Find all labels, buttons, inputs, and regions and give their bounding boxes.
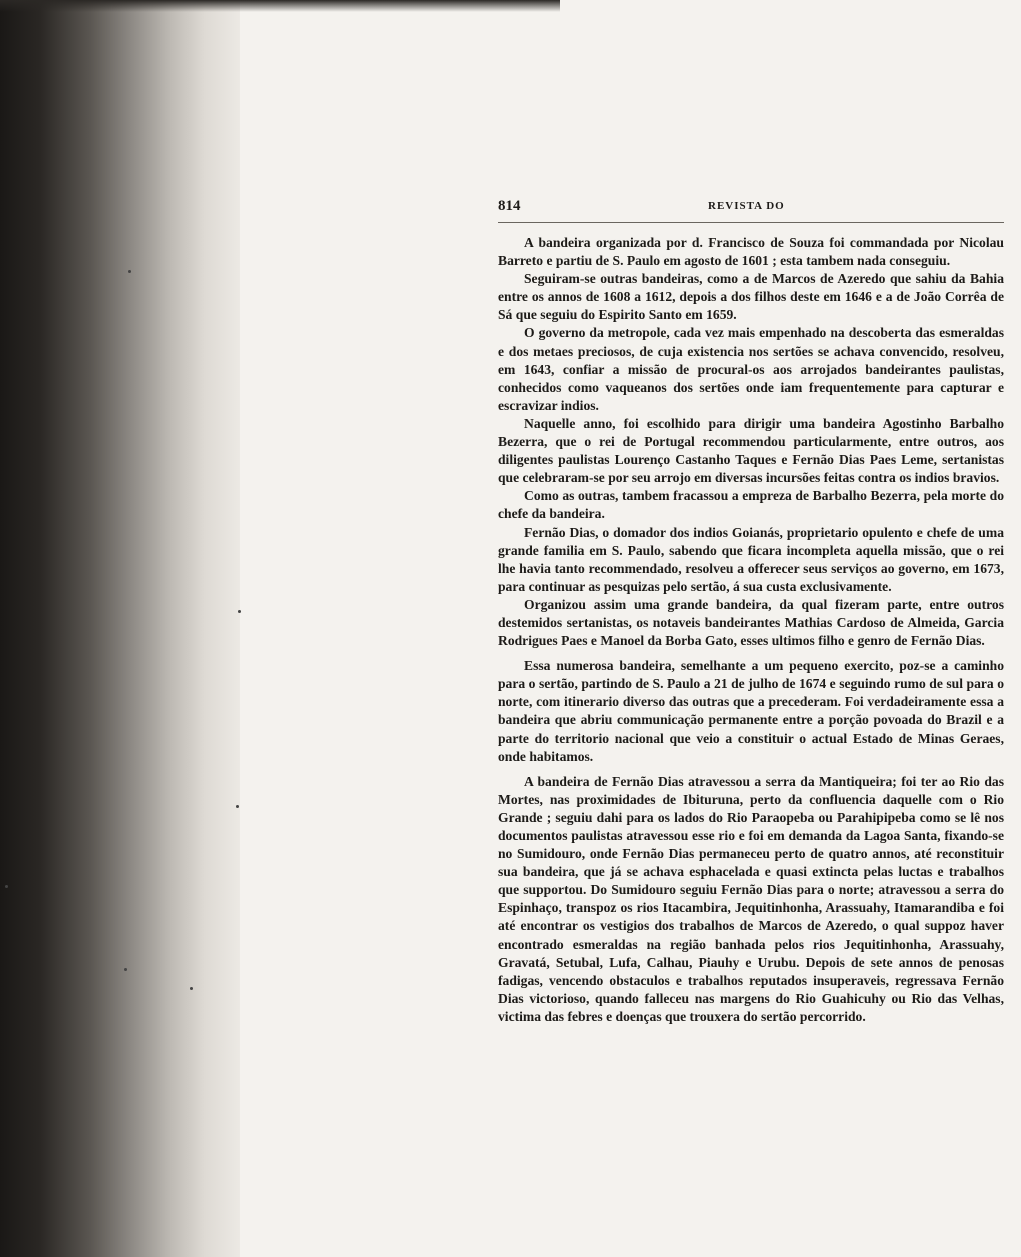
paragraph: Fernão Dias, o domador dos indios Goianás, proprietario opulento e chefe de uma grande familia em S. Paulo, sabendo que ficara incompleta aquella missão, que o rei lhe havia tanto recommendado, resolveu a offerecer seus serviços ao governo, em 1673, para continuar as pesquizas pelo sertão, á sua custa exclusivamente. [498,524,1004,594]
paragraph: Organizou assim uma grande bandeira, da qual fizeram parte, entre outros destemidos sertanistas, os notaveis bandeirantes Mathias Cardoso de Almeida, Garcia Rodrigues Paes e Manoel da Borba Gato, esses ultimos filho e genro de Fernão Dias. [498,596,1004,649]
paragraph: O governo da metropole, cada vez mais empenhado na descoberta das esmeraldas e dos metaes preciosos, de cuja existencia nos sertões se achava convencido, resolveu, em 1643, confiar a missão de procural-os aos arrojados bandeirantes paulistas, conhecidos como vaqueanos dos sertões onde iam frequentemente para capturar e escravizar indios. [498,325,1004,413]
top-edge-shadow [0,0,560,12]
scan-speck [124,968,127,971]
paragraph: A bandeira de Fernão Dias atravessou a serra da Mantiqueira; foi ter ao Rio das Mortes, nas proximidades de Ibituruna, perto da confluencia daquelle com o Rio Grande ; seguiu dahi para os lados do Rio Paraopeba ou Parahipipeba como se lê nos documentos paulistas atravessou esse rio e foi em demanda da Lagoa Santa, fixando-se no Sumidouro, onde Fernão Dias permaneceu perto de quatro annos, até reconstituir sua bandeira, que já se achava esphacelada e quasi extincta pelas luctas e trabalhos que supportou. Do Sumidouro seguiu Fernão Dias para o norte; atravessou a serra do Espinhaço, transpoz os rios Itacambira, Jequitinhonha, Arassuahy, Itamarandiba e foi até encontrar os vestigios dos trabalhos de Marcos de Azeredo, o qual suppoz haver encontrado esmeraldas na região banhada pelos rios Jequitinhonha, Arassuahy, Gravatá, Setubal, Lufa, Calhau, Piauhy e Urubu. Depois de sete annos de penosas fadigas, vencendo obstaculos e trabalhos reputados insuperaveis, regressava Fernão Dias victorioso, quando falleceu nas margens do Rio Guahicuhy ou Rio das Velhas, victima das febres e doenças que trouxera do sertão percorrido. [498,773,1004,1024]
scan-speck [190,987,193,990]
body-text [498,234,1004,1026]
paragraph: Seguiram-se outras bandeiras, como a de Marcos de Azeredo que sahiu da Bahia entre os annos de 1608 a 1612, depois a dos filhos deste em 1646 e a de João Corrêa de Sá que seguiu do Espirito Santo em 1659. [498,271,1004,323]
paragraph: Naquelle anno, foi escolhido para dirigir uma bandeira Agostinho Barbalho Bezerra, que o rei de Portugal recommendou particularmente, entre outros, aos diligentes paulistas Lourenço Castanho Taques e Fernão Dias Paes Leme, sertanistas que celebraram-se por seu arrojo em diversas incursões feitas contra os indios bravios. [498,415,1004,486]
header-rule [498,222,1004,223]
page-number: 814 [498,198,521,214]
scan-speck [236,805,239,808]
scan-speck [238,610,241,613]
scan-speck [128,270,131,273]
paragraph: Essa numerosa bandeira, semelhante a um pequeno exercito, poz-se a caminho para o sertão, partindo de S. Paulo a 21 de julho de 1674 e seguindo rumo de sul para o norte, com itinerario diverso das outras que a precederam. Foi verdadeiramente essa a bandeira que abriu communicação permanente entre a porção povoada do Brazil e a parte do territorio nacional que veio a constituir o actual Estado de Minas Geraes, onde habitamos. [498,658,1004,764]
paragraph: A bandeira organizada por d. Francisco de Souza foi commandada por Nicolau Barreto e partiu de S. Paulo em agosto de 1601 ; esta tambem nada conseguiu. [498,235,1004,269]
scan-speck [5,885,8,888]
paragraph: Como as outras, tambem fracassou a empreza de Barbalho Bezerra, pela morte do chefe da bandeira. [498,488,1004,522]
book-gutter-shadow [0,0,240,1257]
running-head: REVISTA DO [708,200,785,212]
page-header [498,198,1004,220]
